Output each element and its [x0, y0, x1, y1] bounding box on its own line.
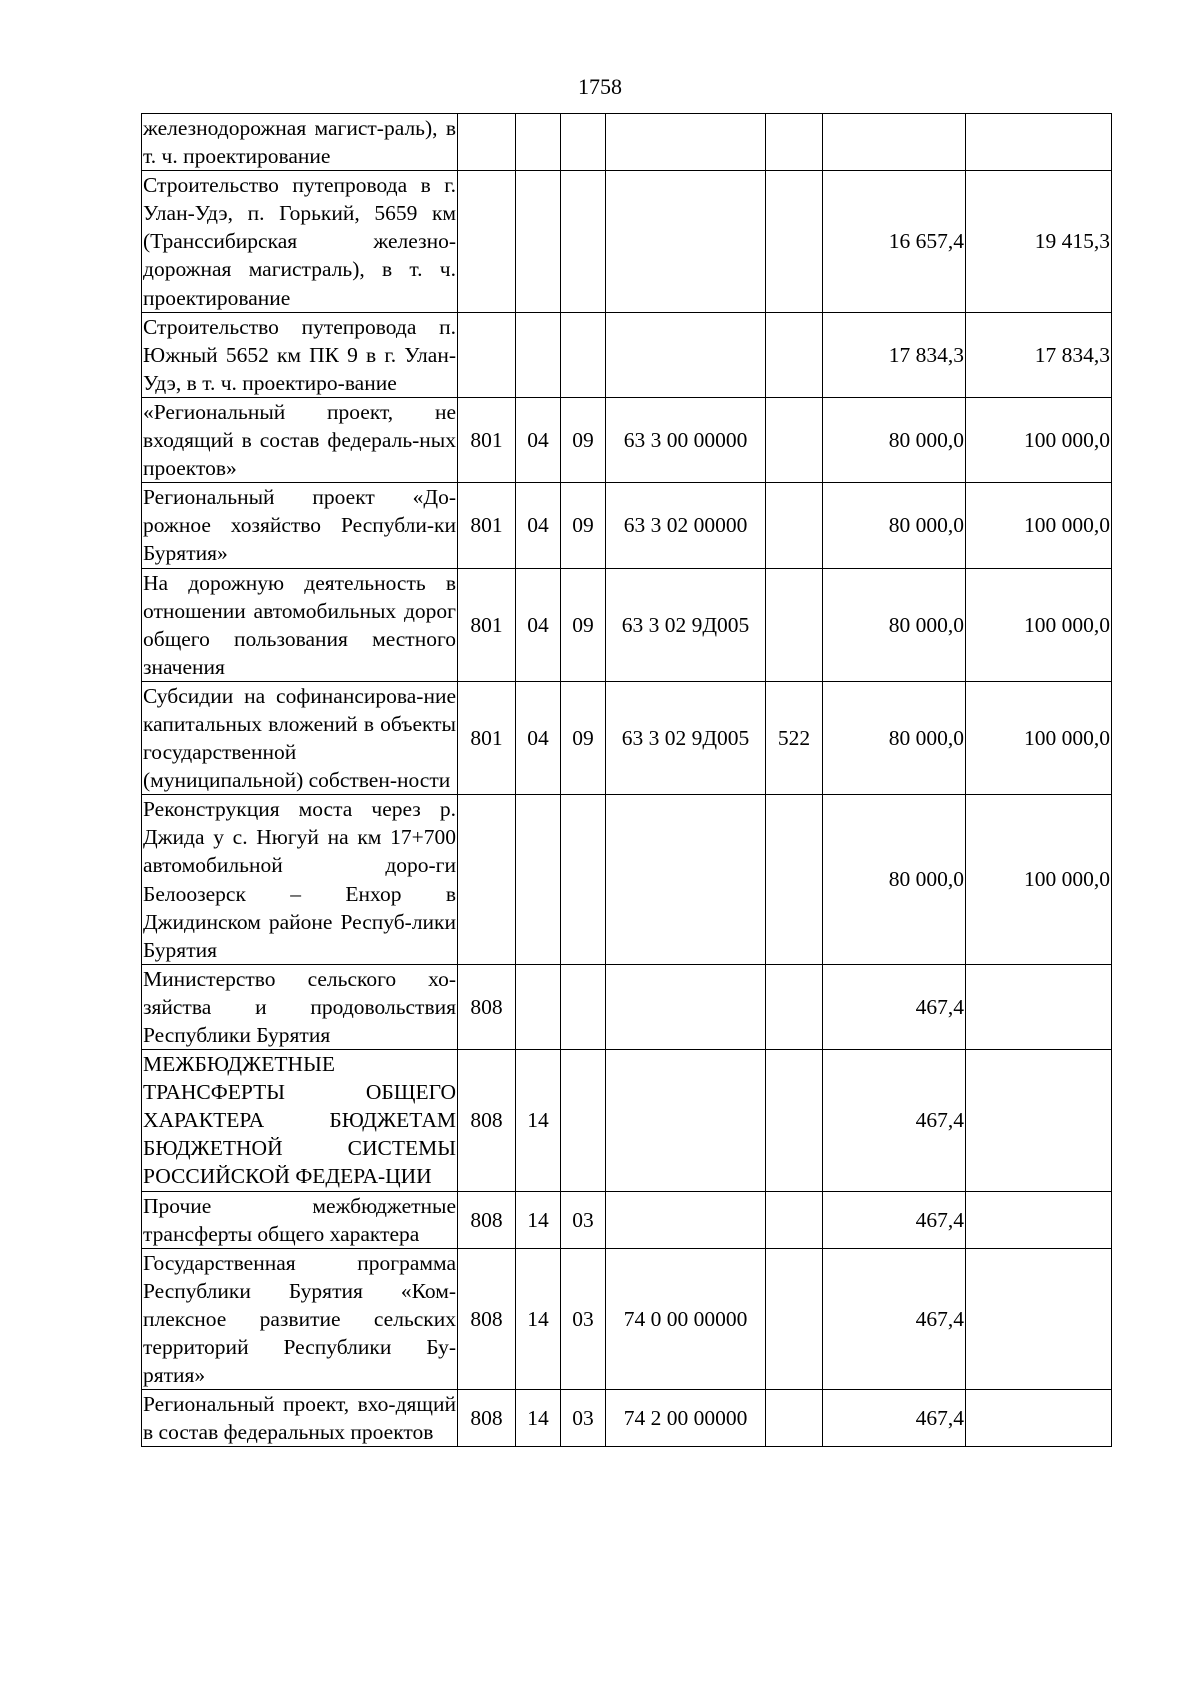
table-row [142, 1248, 1112, 1389]
expense-type-cell [766, 1191, 823, 1248]
subsection-code-cell: 03 [561, 1191, 606, 1248]
row-name-cell: На дорожную деятельность в отношении автомобильных дорог общего пользования местного значения [142, 568, 458, 681]
row-name-cell: Региональный проект, вхо-дящий в состав федеральных проектов [142, 1390, 458, 1447]
subsection-code-cell [561, 171, 606, 312]
ministry-code-cell [458, 795, 516, 965]
row-name-cell: Строительство путепровода п. Южный 5652 км ПК 9 в г. Улан-Удэ, в т. ч. проектиро-вание [142, 312, 458, 397]
row-name-cell: Строительство путепровода в г. Улан-Удэ, п. Горький, 5659 км (Транссибирская железно-дорожная магистраль), в т. ч. проектирование [142, 171, 458, 312]
expense-type-cell [766, 1050, 823, 1191]
amount-year2-cell: 100 000,0 [966, 681, 1112, 794]
expense-type-cell [766, 114, 823, 171]
subsection-code-cell: 09 [561, 397, 606, 482]
row-name-cell: «Региональный проект, не входящий в состав федераль-ных проектов» [142, 397, 458, 482]
section-code-cell: 04 [516, 483, 561, 568]
section-code-cell [516, 795, 561, 965]
ministry-code-cell: 801 [458, 568, 516, 681]
section-code-cell [516, 312, 561, 397]
amount-year2-cell: 100 000,0 [966, 397, 1112, 482]
table-row [142, 312, 1112, 397]
amount-year1-cell: 80 000,0 [823, 483, 966, 568]
expense-type-cell [766, 483, 823, 568]
amount-year1-cell: 80 000,0 [823, 681, 966, 794]
expense-type-cell [766, 171, 823, 312]
section-code-cell [516, 114, 561, 171]
amount-year1-cell: 80 000,0 [823, 397, 966, 482]
table-row [142, 568, 1112, 681]
target-article-cell [606, 114, 766, 171]
section-code-cell [516, 964, 561, 1049]
amount-year2-cell [966, 1050, 1112, 1191]
table-row [142, 171, 1112, 312]
table-row [142, 1050, 1112, 1191]
expense-type-cell [766, 1248, 823, 1389]
table-row [142, 681, 1112, 794]
ministry-code-cell: 801 [458, 483, 516, 568]
target-article-cell [606, 795, 766, 965]
target-article-cell: 63 3 02 9Д005 [606, 568, 766, 681]
page-number: 1758 [578, 74, 622, 99]
ministry-code-cell [458, 312, 516, 397]
table-row [142, 1390, 1112, 1447]
table-row [142, 114, 1112, 171]
section-code-cell [516, 171, 561, 312]
row-name-cell: Государственная программа Республики Бурятия «Ком-плексное развитие сельских территорий Республики Бу-рятия» [142, 1248, 458, 1389]
amount-year2-cell: 100 000,0 [966, 483, 1112, 568]
subsection-code-cell: 03 [561, 1248, 606, 1389]
expense-type-cell [766, 1390, 823, 1447]
subsection-code-cell: 09 [561, 483, 606, 568]
target-article-cell: 63 3 02 9Д005 [606, 681, 766, 794]
amount-year2-cell [966, 1191, 1112, 1248]
ministry-code-cell: 808 [458, 1248, 516, 1389]
row-name-cell: Субсидии на софинансирова-ние капитальных вложений в объекты государственной (муниципальной) собствен-ности [142, 681, 458, 794]
amount-year1-cell: 467,4 [823, 1248, 966, 1389]
subsection-code-cell: 09 [561, 681, 606, 794]
row-name-cell: Региональный проект «До-рожное хозяйство Республи-ки Бурятия» [142, 483, 458, 568]
section-code-cell: 14 [516, 1390, 561, 1447]
expense-type-cell: 522 [766, 681, 823, 794]
amount-year1-cell [823, 114, 966, 171]
row-name-cell: Министерство сельского хо-зяйства и продовольствия Республики Бурятия [142, 964, 458, 1049]
ministry-code-cell: 808 [458, 964, 516, 1049]
subsection-code-cell [561, 964, 606, 1049]
target-article-cell: 74 2 00 00000 [606, 1390, 766, 1447]
amount-year1-cell: 467,4 [823, 1390, 966, 1447]
subsection-code-cell [561, 795, 606, 965]
ministry-code-cell: 808 [458, 1191, 516, 1248]
target-article-cell: 74 0 00 00000 [606, 1248, 766, 1389]
target-article-cell: 63 3 02 00000 [606, 483, 766, 568]
ministry-code-cell: 808 [458, 1050, 516, 1191]
amount-year2-cell [966, 114, 1112, 171]
row-name-cell: железнодорожная магист-раль), в т. ч. проектирование [142, 114, 458, 171]
amount-year2-cell: 100 000,0 [966, 795, 1112, 965]
table-row [142, 397, 1112, 482]
row-name-cell: Прочие межбюджетные трансферты общего характера [142, 1191, 458, 1248]
table-row [142, 1191, 1112, 1248]
section-code-cell: 14 [516, 1248, 561, 1389]
amount-year2-cell: 100 000,0 [966, 568, 1112, 681]
row-name-cell: Реконструкция моста через р. Джида у с. Нюгуй на км 17+700 автомобильной доро-ги Белоозерск – Енхор в Джидинском районе Респуб-лики Бурятия [142, 795, 458, 965]
ministry-code-cell [458, 114, 516, 171]
subsection-code-cell: 09 [561, 568, 606, 681]
table-row [142, 964, 1112, 1049]
amount-year2-cell [966, 964, 1112, 1049]
ministry-code-cell: 808 [458, 1390, 516, 1447]
amount-year1-cell: 80 000,0 [823, 795, 966, 965]
subsection-code-cell [561, 312, 606, 397]
amount-year1-cell: 80 000,0 [823, 568, 966, 681]
amount-year2-cell: 19 415,3 [966, 171, 1112, 312]
table-row [142, 795, 1112, 965]
amount-year2-cell [966, 1390, 1112, 1447]
ministry-code-cell [458, 171, 516, 312]
expense-type-cell [766, 795, 823, 965]
subsection-code-cell: 03 [561, 1390, 606, 1447]
ministry-code-cell: 801 [458, 681, 516, 794]
expense-type-cell [766, 312, 823, 397]
amount-year1-cell: 467,4 [823, 964, 966, 1049]
section-code-cell: 04 [516, 681, 561, 794]
target-article-cell [606, 1191, 766, 1248]
target-article-cell [606, 964, 766, 1049]
amount-year1-cell: 16 657,4 [823, 171, 966, 312]
target-article-cell [606, 171, 766, 312]
target-article-cell [606, 312, 766, 397]
subsection-code-cell [561, 114, 606, 171]
amount-year1-cell: 467,4 [823, 1191, 966, 1248]
budget-table [141, 113, 1112, 1447]
expense-type-cell [766, 397, 823, 482]
amount-year2-cell: 17 834,3 [966, 312, 1112, 397]
amount-year1-cell: 17 834,3 [823, 312, 966, 397]
section-code-cell: 14 [516, 1050, 561, 1191]
expense-type-cell [766, 964, 823, 1049]
target-article-cell [606, 1050, 766, 1191]
section-code-cell: 14 [516, 1191, 561, 1248]
target-article-cell: 63 3 00 00000 [606, 397, 766, 482]
section-code-cell: 04 [516, 568, 561, 681]
section-code-cell: 04 [516, 397, 561, 482]
subsection-code-cell [561, 1050, 606, 1191]
amount-year1-cell: 467,4 [823, 1050, 966, 1191]
amount-year2-cell [966, 1248, 1112, 1389]
table-row [142, 483, 1112, 568]
row-name-cell: МЕЖБЮДЖЕТНЫЕ ТРАНСФЕРТЫ ОБЩЕГО ХАРАКТЕРА БЮДЖЕТАМ БЮДЖЕТНОЙ СИСТЕМЫ РОССИЙСКОЙ ФЕДЕРА-ЦИИ [142, 1050, 458, 1191]
expense-type-cell [766, 568, 823, 681]
ministry-code-cell: 801 [458, 397, 516, 482]
